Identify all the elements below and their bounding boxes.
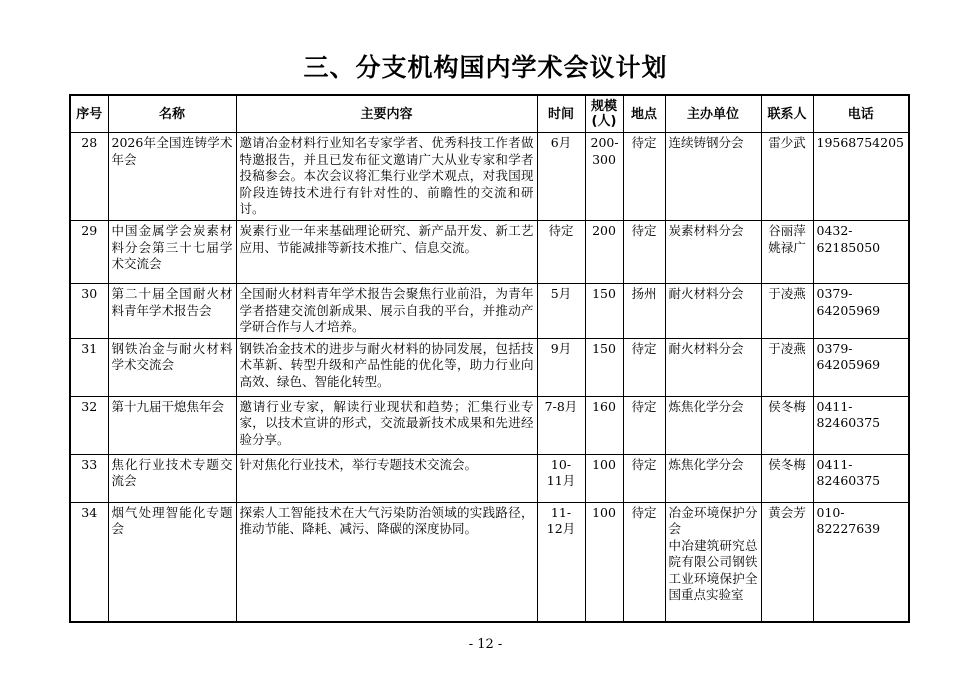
header-time: 时间 [537,95,585,133]
cell-no: 33 [70,454,108,502]
header-scale-line2: (人) [591,114,617,129]
cell-contact-line: 谷丽萍 [768,223,806,238]
cell-contact: 黄会芳 [761,502,813,622]
cell-name: 2026年全国连铸学术年会 [108,133,236,221]
cell-no: 32 [70,396,108,454]
cell-time: 7-8月 [537,396,585,454]
cell-place: 待定 [623,221,665,284]
table-row [70,502,909,622]
header-scale [585,95,623,133]
cell-time: 待定 [537,221,585,284]
cell-name: 中国金属学会炭素材料分会第三十七届学术交流会 [108,221,236,284]
cell-content: 邀请冶金材料行业知名专家学者、优秀科技工作者做特邀报告，并且已发布征文邀请广大从业专家和学者投稿参会。本次会议将汇集行业学术观点，对我国现阶段连铸技术进行有针对性的、前瞻性的交流和研讨。 [236,133,537,221]
cell-phone: 0432-62185050 [813,221,909,284]
cell-time: 6月 [537,133,585,221]
cell-phone: 0379-64205969 [813,338,909,396]
cell-phone: 0411-82460375 [813,396,909,454]
cell-place: 待定 [623,133,665,221]
cell-contact: 侯冬梅 [761,396,813,454]
cell-content: 全国耐火材料青年学术报告会聚焦行业前沿，为青年学者搭建交流创新成果、展示自我的平台，并推动产学研合作与人才培养。 [236,284,537,339]
cell-no: 29 [70,221,108,284]
header-place: 地点 [623,95,665,133]
cell-place: 待定 [623,396,665,454]
page-number: - 12 - [468,637,503,652]
cell-org: 炭素材料分会 [665,221,761,284]
cell-no: 28 [70,133,108,221]
cell-place: 待定 [623,454,665,502]
cell-org: 耐火材料分会 [665,284,761,339]
page-title: 三、分支机构国内学术会议计划 [303,53,668,82]
cell-no: 34 [70,502,108,622]
cell-scale: 150 [585,338,623,396]
cell-org: 耐火材料分会 [665,338,761,396]
cell-contact: 雷少武 [761,133,813,221]
header-row [70,95,909,133]
cell-time: 10-11月 [537,454,585,502]
cell-org: 炼焦化学分会 [665,396,761,454]
cell-time: 5月 [537,284,585,339]
header-name: 名称 [108,95,236,133]
header-content: 主要内容 [236,95,537,133]
cell-name: 烟气处理智能化专题会 [108,502,236,622]
cell-contact: 于凌燕 [761,284,813,339]
table-row [70,338,909,396]
cell-phone: 0411-82460375 [813,454,909,502]
cell-org: 炼焦化学分会 [665,454,761,502]
cell-scale: 200 [585,221,623,284]
cell-place: 待定 [623,338,665,396]
cell-phone: 19568754205 [813,133,909,221]
cell-phone: 010-82227639 [813,502,909,622]
cell-contact [761,221,813,284]
cell-content: 钢铁冶金技术的进步与耐火材料的协同发展，包括技术革新、转型升级和产品性能的优化等，助力行业向高效、绿色、智能化转型。 [236,338,537,396]
header-contact: 联系人 [761,95,813,133]
cell-place: 待定 [623,502,665,622]
cell-name: 钢铁冶金与耐火材料学术交流会 [108,338,236,396]
conference-plan-table [69,94,910,623]
table-row [70,133,909,221]
table-row [70,221,909,284]
cell-name: 焦化行业技术专题交流会 [108,454,236,502]
cell-no: 30 [70,284,108,339]
cell-content: 炭素行业一年来基础理论研究、新产品开发、新工艺应用、节能减排等新技术推广、信息交流。 [236,221,537,284]
header-phone: 电话 [813,95,909,133]
cell-time: 11-12月 [537,502,585,622]
cell-place: 扬州 [623,284,665,339]
table-row [70,396,909,454]
cell-contact-line: 姚禄广 [768,239,806,255]
cell-name: 第十九届干熄焦年会 [108,396,236,454]
cell-scale: 200-300 [585,133,623,221]
table-row [70,284,909,339]
header-scale-line1: 规模 [590,99,617,114]
cell-org: 连续铸钢分会 [665,133,761,221]
cell-scale: 100 [585,454,623,502]
cell-contact: 侯冬梅 [761,454,813,502]
cell-no: 31 [70,338,108,396]
table-row [70,454,909,502]
cell-scale: 160 [585,396,623,454]
cell-contact: 于凌燕 [761,338,813,396]
cell-org [665,502,761,622]
cell-scale: 100 [585,502,623,622]
cell-content: 邀请行业专家，解读行业现状和趋势；汇集行业专家，以技术宣讲的形式，交流最新技术成果和先进经验分享。 [236,396,537,454]
cell-phone: 0379-64205969 [813,284,909,339]
cell-time: 9月 [537,338,585,396]
cell-scale: 150 [585,284,623,339]
header-org: 主办单位 [665,95,761,133]
cell-org-line: 中冶建筑研究总院有限公司钢铁工业环境保护全国重点实验室 [668,537,758,602]
cell-content: 探索人工智能技术在大气污染防治领域的实践路径，推动节能、降耗、减污、降碳的深度协同。 [236,502,537,622]
cell-name: 第二十届全国耐火材料青年学术报告会 [108,284,236,339]
cell-org-line: 冶金环境保护分会 [668,504,758,536]
cell-content: 针对焦化行业技术，举行专题技术交流会。 [236,454,537,502]
header-no: 序号 [70,95,108,133]
